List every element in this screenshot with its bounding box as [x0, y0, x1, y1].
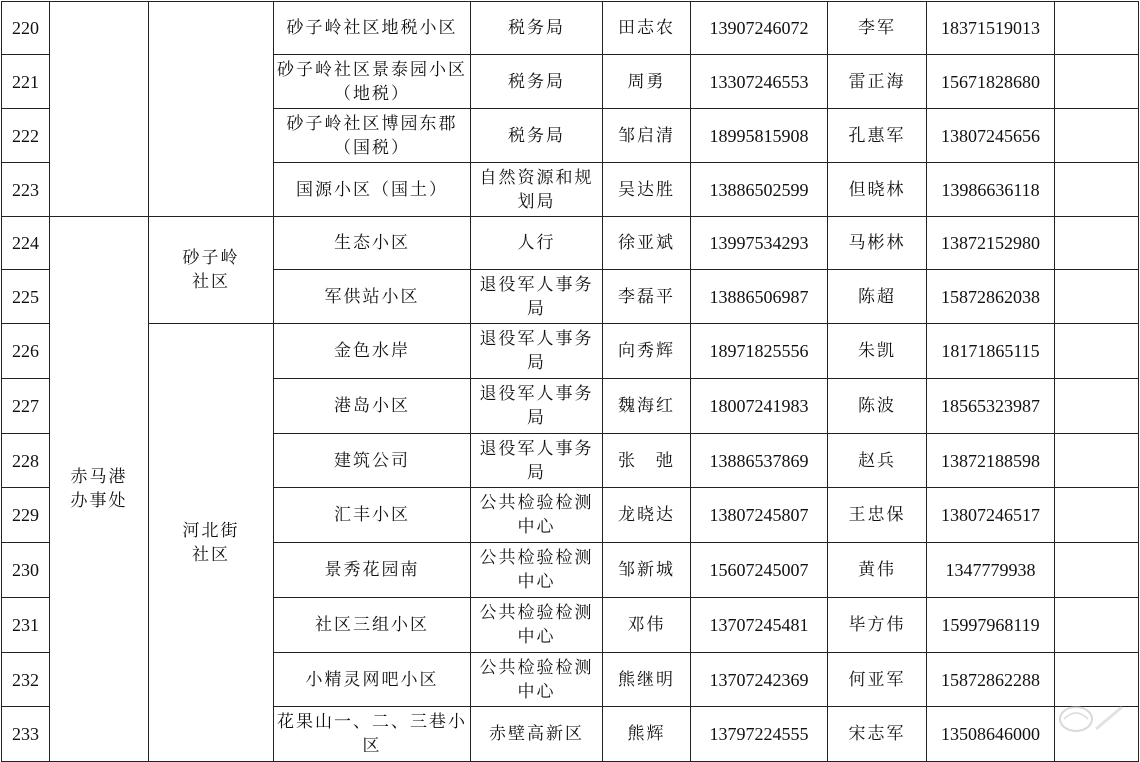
watermark-logo	[1046, 699, 1126, 743]
table-row	[2, 217, 1139, 270]
empty-cell	[1055, 163, 1139, 217]
area-cell: 军供站小区	[274, 270, 471, 324]
contact-phone-cell: 13508646000	[927, 707, 1055, 762]
leader-phone-cell: 15607245007	[691, 543, 828, 598]
contact-cell: 毕方伟	[828, 598, 927, 653]
area-cell: 生态小区	[274, 217, 471, 270]
leader-phone-cell: 13797224555	[691, 707, 828, 762]
contact-cell: 但晓林	[828, 163, 927, 217]
area-cell: 砂子岭社区博园东郡（国税）	[274, 109, 471, 163]
row-number: 232	[2, 653, 50, 707]
contact-phone-cell: 13872152980	[927, 217, 1055, 270]
contact-phone-cell: 15872862288	[927, 653, 1055, 707]
area-cell: 港岛小区	[274, 379, 471, 434]
contact-cell: 雷正海	[828, 55, 927, 109]
row-number: 229	[2, 488, 50, 543]
contact-cell: 黄伟	[828, 543, 927, 598]
table-row	[2, 2, 1139, 55]
empty-cell	[1055, 543, 1139, 598]
contact-cell: 马彬林	[828, 217, 927, 270]
empty-cell	[1055, 324, 1139, 379]
contact-phone-cell: 18171865115	[927, 324, 1055, 379]
leader-cell: 吴达胜	[603, 163, 691, 217]
leader-phone-cell: 13997534293	[691, 217, 828, 270]
empty-cell	[1055, 434, 1139, 488]
community-cell: 砂子岭 社区	[149, 217, 274, 324]
contact-cell: 陈超	[828, 270, 927, 324]
leader-phone-cell: 13886537869	[691, 434, 828, 488]
unit-cell: 退役军人事务局	[471, 324, 603, 379]
contact-phone-cell: 18371519013	[927, 2, 1055, 55]
contact-phone-cell: 15997968119	[927, 598, 1055, 653]
unit-cell: 赤壁高新区	[471, 707, 603, 762]
contact-phone-cell: 1347779938	[927, 543, 1055, 598]
row-number: 226	[2, 324, 50, 379]
row-number: 231	[2, 598, 50, 653]
leader-phone-cell: 13886506987	[691, 270, 828, 324]
table-row	[2, 324, 1139, 379]
row-number: 222	[2, 109, 50, 163]
table-body	[2, 2, 1139, 762]
community-cell: 河北街 社区	[149, 324, 274, 762]
contact-phone-cell: 18565323987	[927, 379, 1055, 434]
unit-cell: 退役军人事务局	[471, 379, 603, 434]
unit-cell: 公共检验检测中心	[471, 543, 603, 598]
area-cell: 汇丰小区	[274, 488, 471, 543]
contact-cell: 陈波	[828, 379, 927, 434]
contact-cell: 李军	[828, 2, 927, 55]
assignment-table	[1, 1, 1139, 762]
community-cell-blank	[149, 2, 274, 217]
row-number: 225	[2, 270, 50, 324]
area-cell: 金色水岸	[274, 324, 471, 379]
empty-cell	[1055, 2, 1139, 55]
leader-cell: 向秀辉	[603, 324, 691, 379]
contact-phone-cell: 15872862038	[927, 270, 1055, 324]
area-cell: 小精灵网吧小区	[274, 653, 471, 707]
empty-cell	[1055, 217, 1139, 270]
contact-phone-cell: 13872188598	[927, 434, 1055, 488]
leader-cell: 邹启清	[603, 109, 691, 163]
unit-cell: 自然资源和规划局	[471, 163, 603, 217]
leader-cell: 邹新城	[603, 543, 691, 598]
leader-phone-cell: 13707242369	[691, 653, 828, 707]
office-cell: 赤马港 办事处	[50, 217, 149, 762]
leader-cell: 徐亚斌	[603, 217, 691, 270]
row-number: 224	[2, 217, 50, 270]
unit-cell: 公共检验检测中心	[471, 598, 603, 653]
row-number: 227	[2, 379, 50, 434]
leader-phone-cell: 13907246072	[691, 2, 828, 55]
leader-cell: 周勇	[603, 55, 691, 109]
contact-phone-cell: 13807245656	[927, 109, 1055, 163]
contact-cell: 朱凯	[828, 324, 927, 379]
area-cell: 社区三组小区	[274, 598, 471, 653]
leader-cell: 田志农	[603, 2, 691, 55]
empty-cell	[1055, 488, 1139, 543]
area-cell: 砂子岭社区地税小区	[274, 2, 471, 55]
unit-cell: 税务局	[471, 109, 603, 163]
leader-cell: 张 弛	[603, 434, 691, 488]
leader-phone-cell: 13886502599	[691, 163, 828, 217]
leader-phone-cell: 18971825556	[691, 324, 828, 379]
leader-phone-cell: 13707245481	[691, 598, 828, 653]
unit-cell: 公共检验检测中心	[471, 653, 603, 707]
empty-cell	[1055, 598, 1139, 653]
leader-phone-cell: 13307246553	[691, 55, 828, 109]
row-number: 228	[2, 434, 50, 488]
contact-phone-cell: 15671828680	[927, 55, 1055, 109]
area-cell: 国源小区（国土）	[274, 163, 471, 217]
contact-cell: 赵兵	[828, 434, 927, 488]
unit-cell: 税务局	[471, 55, 603, 109]
row-number: 220	[2, 2, 50, 55]
leader-phone-cell: 13807245807	[691, 488, 828, 543]
unit-cell: 人行	[471, 217, 603, 270]
unit-cell: 退役军人事务局	[471, 270, 603, 324]
contact-cell: 宋志军	[828, 707, 927, 762]
leader-phone-cell: 18995815908	[691, 109, 828, 163]
contact-cell: 王忠保	[828, 488, 927, 543]
leader-cell: 熊继明	[603, 653, 691, 707]
area-cell: 景秀花园南	[274, 543, 471, 598]
leader-cell: 熊辉	[603, 707, 691, 762]
office-cell-blank	[50, 2, 149, 217]
leader-cell: 魏海红	[603, 379, 691, 434]
area-cell: 砂子岭社区景泰园小区（地税）	[274, 55, 471, 109]
empty-cell	[1055, 109, 1139, 163]
leader-phone-cell: 18007241983	[691, 379, 828, 434]
row-number: 221	[2, 55, 50, 109]
leader-cell: 李磊平	[603, 270, 691, 324]
area-cell: 花果山一、二、三巷小区	[274, 707, 471, 762]
unit-cell: 公共检验检测中心	[471, 488, 603, 543]
leader-cell: 龙晓达	[603, 488, 691, 543]
row-number: 233	[2, 707, 50, 762]
unit-cell: 税务局	[471, 2, 603, 55]
empty-cell	[1055, 270, 1139, 324]
contact-cell: 孔惠军	[828, 109, 927, 163]
contact-phone-cell: 13986636118	[927, 163, 1055, 217]
row-number: 223	[2, 163, 50, 217]
empty-cell	[1055, 55, 1139, 109]
leader-cell: 邓伟	[603, 598, 691, 653]
row-number: 230	[2, 543, 50, 598]
contact-cell: 何亚军	[828, 653, 927, 707]
unit-cell: 退役军人事务局	[471, 434, 603, 488]
empty-cell	[1055, 379, 1139, 434]
area-cell: 建筑公司	[274, 434, 471, 488]
contact-phone-cell: 13807246517	[927, 488, 1055, 543]
